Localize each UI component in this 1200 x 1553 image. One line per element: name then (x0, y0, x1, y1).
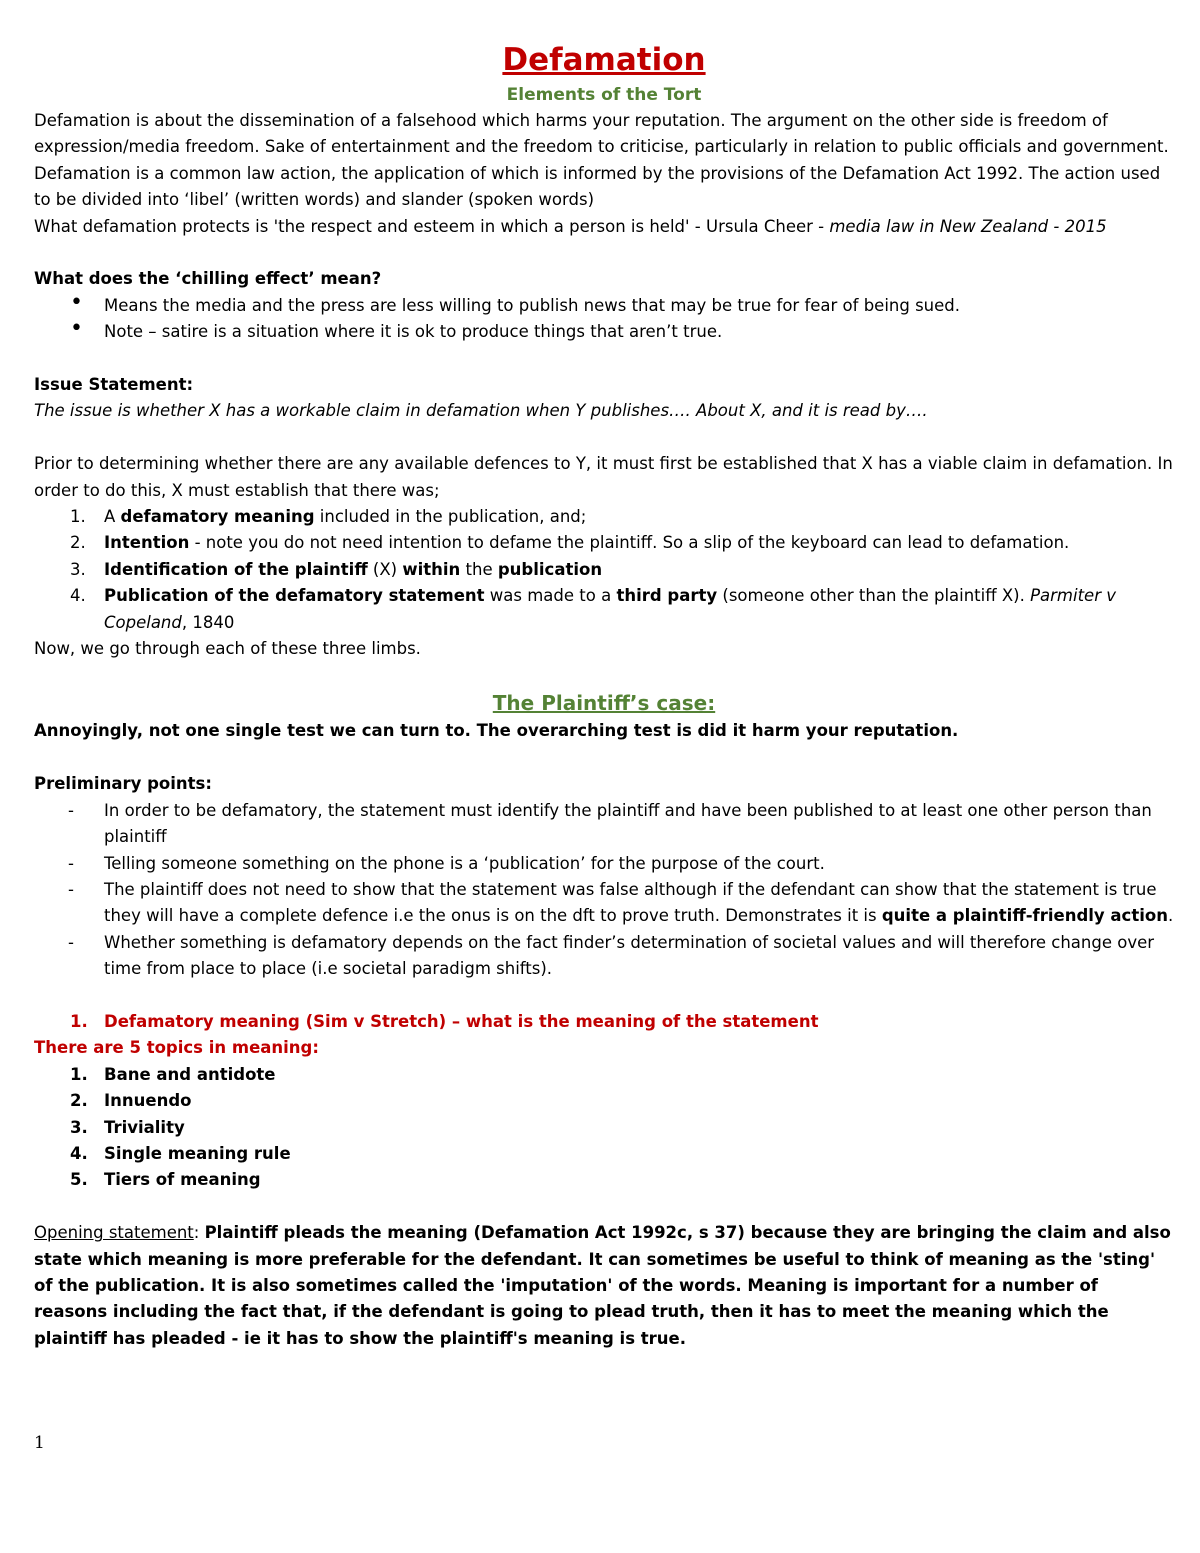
document-title: Defamation (502, 42, 706, 78)
elements-list (34, 504, 1174, 636)
opening-text: Plaintiff pleads the meaning (Defamation Act 1992c, s 37) because they are bringing the claim and also state which meaning is more preferable for the defendant. It can sometimes be useful to think of meaning as the 'sting' of the publication. It is also sometimes called the 'imputation' of the words. Meaning is important for a number of reasons including the fact that, if the defendant is going to plead truth, then it has to meet the meaning which the plaintiff has pleaded - ie it has to show the plaintiff's meaning is true. (34, 1223, 1171, 1348)
opening-statement: Opening statement: Plaintiff pleads the meaning (Defamation Act 1992c, s 37) because they are bringing the claim and also state which meaning is more preferable for the defendant. It can sometimes be useful to think of meaning as the 'sting' of the publication. It is also sometimes called the 'imputation' of the words. Meaning is important for a number of reasons including the fact that, if the defendant is going to plead truth, then it has to meet the meaning which the plaintiff has pleaded - ie it has to show the plaintiff's meaning is true. (34, 1223, 1171, 1348)
list-item: 2. Innuendo (70, 1091, 192, 1111)
meaning-subheading: There are 5 topics in meaning: (34, 1038, 319, 1058)
issue-statement: The issue is whether X has a workable claim in defamation when Y publishes…. About X, and it is read by…. (34, 401, 928, 421)
preliminary-heading: Preliminary points: (34, 774, 212, 794)
issue-heading: Issue Statement: (34, 375, 194, 395)
quote-paragraph (34, 214, 1174, 240)
list-item: 4. Single meaning rule (70, 1143, 291, 1163)
chilling-list (34, 293, 1174, 346)
list-item: - The plaintiff does not need to show that the statement was false although if the defendant can show that the statement is true they will have a complete defence i.e the onus is on the dft to prove truth. Demonstrates it is quite a plaintiff-friendly action. (104, 877, 1174, 930)
quote-source: media law in New Zealand - 2015 (829, 216, 1107, 236)
quote-text: What defamation protects is 'the respect and esteem in which a person is held' - Ursula Cheer - (34, 216, 830, 236)
prior-paragraph: Prior to determining whether there are any available defences to Y, it must first be established that X has a viable claim in defamation. In order to do this, X must establish that there was; (34, 454, 1173, 500)
list-item: 1. A defamatory meaning included in the publication, and; (70, 507, 587, 527)
now-paragraph: Now, we go through each of these three limbs. (34, 639, 421, 659)
list-item: - In order to be defamatory, the statement must identify the plaintiff and have been published to at least one other person than plaintiff (104, 798, 1174, 851)
chilling-heading: What does the ‘chilling effect’ mean? (34, 269, 382, 289)
intro-paragraph-1: Defamation is about the dissemination of a falsehood which harms your reputation. The argument on the other side is freedom of expression/media freedom. Sake of entertainment and the freedom to criticise, particularly in relation to public officials and government. (34, 111, 1169, 157)
document-page (34, 38, 1174, 1352)
list-item: 3. Triviality (70, 1117, 185, 1137)
preliminary-list (34, 798, 1174, 983)
meaning-heading: 1. Defamatory meaning (Sim v Stretch) – what is the meaning of the statement (70, 1011, 819, 1031)
list-item: 4. Publication of the defamatory statement was made to a third party (someone other than the plaintiff X). Parmiter v Copeland, 1840 (70, 586, 1116, 632)
intro-paragraph-2: Defamation is a common law action, the application of which is informed by the provisions of the Defamation Act 1992. The action used to be divided into ‘libel’ (written words) and slander (spoken words) (34, 163, 1161, 210)
document-subtitle: Elements of the Tort (506, 85, 702, 105)
plaintiff-heading: The Plaintiff’s case: (492, 691, 716, 716)
meaning-heading-list (34, 1009, 1174, 1035)
list-item: - Whether something is defamatory depends on the fact finder’s determination of societal values and will therefore change over time from place to place (i.e societal paradigm shifts). (104, 930, 1174, 983)
list-item: 2. Intention - note you do not need intention to defame the plaintiff. So a slip of the keyboard can lead to defamation. (70, 533, 1070, 553)
plaintiff-lead: Annoyingly, not one single test we can turn to. The overarching test is did it harm your reputation. (34, 721, 959, 741)
page-number: 1 (34, 1433, 45, 1453)
list-item: • Note – satire is a situation where it is ok to produce things that aren’t true. (104, 319, 1174, 345)
list-item: - Telling someone something on the phone is a ‘publication’ for the purpose of the court. (104, 851, 1174, 877)
opening-label: Opening statement (34, 1223, 194, 1243)
meaning-topics-list (34, 1062, 1174, 1194)
list-item: 5. Tiers of meaning (70, 1170, 261, 1190)
list-item: 3. Identification of the plaintiff (X) within the publication (70, 559, 603, 579)
list-item: • Means the media and the press are less willing to publish news that may be true for fear of being sued. (104, 293, 1174, 319)
list-item: 1. Bane and antidote (70, 1064, 276, 1084)
